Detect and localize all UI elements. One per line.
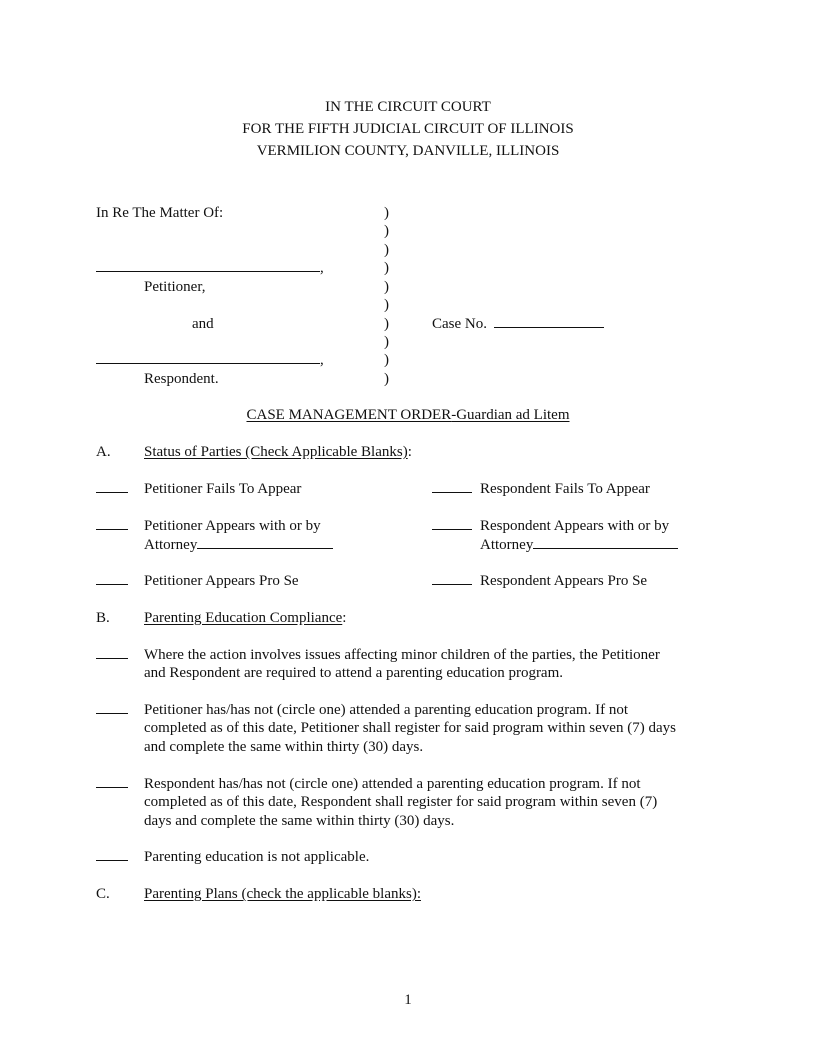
order-title xyxy=(0,406,816,424)
attorney-label: Attorney xyxy=(144,537,198,553)
colon: : xyxy=(342,610,347,626)
checkbox-blank[interactable] xyxy=(96,848,128,866)
checkbox-blank[interactable] xyxy=(96,701,128,719)
caption-paren: ) xyxy=(384,242,389,258)
parenting-item-2-line-1: Petitioner has/has not (circle one) attended a parenting education program. If not xyxy=(144,702,628,718)
section-c-title: Parenting Plans (check the applicable blanks): xyxy=(144,886,421,902)
respondent-name-field[interactable] xyxy=(96,351,324,369)
checkbox-blank[interactable] xyxy=(432,572,472,590)
parenting-item-1-line-1: Where the action involves issues affecting minor children of the parties, the Petitioner xyxy=(144,647,660,663)
caption-paren: ) xyxy=(384,223,389,239)
colon: : xyxy=(407,444,412,460)
caption-paren: ) xyxy=(384,371,389,387)
order-title-main: CASE MANAGEMENT ORDER xyxy=(246,407,452,423)
comma: , xyxy=(320,352,324,368)
checkbox-blank[interactable] xyxy=(96,775,128,793)
page-number: 1 xyxy=(404,992,412,1008)
court-heading-line-1: IN THE CIRCUIT COURT xyxy=(325,99,491,115)
caption-paren: ) xyxy=(384,260,389,276)
case-number-field[interactable] xyxy=(494,315,604,328)
court-heading-line-2: FOR THE FIFTH JUDICIAL CIRCUIT OF ILLINOIS xyxy=(242,121,574,137)
section-b-heading xyxy=(144,609,346,627)
checkbox-blank[interactable] xyxy=(96,480,128,498)
petitioner-attorney-row xyxy=(144,536,333,554)
respondent-fails-option: Respondent Fails To Appear xyxy=(480,481,650,497)
respondent-pro-se-option: Respondent Appears Pro Se xyxy=(480,573,648,589)
section-b-title: Parenting Education Compliance xyxy=(144,610,343,626)
section-b-letter: B. xyxy=(96,610,110,626)
petitioner-name-field[interactable] xyxy=(96,259,324,277)
section-a-heading xyxy=(144,443,412,461)
respondent-attorney-row xyxy=(480,536,678,554)
parenting-item-2-line-2: completed as of this date, Petitioner shall register for said program within seven (7) days xyxy=(144,720,676,736)
petitioner-label: Petitioner, xyxy=(144,279,206,295)
parenting-item-3-line-1: Respondent has/has not (circle one) attended a parenting education program. If not xyxy=(144,776,641,792)
caption-paren: ) xyxy=(384,334,389,350)
checkbox-blank[interactable] xyxy=(96,517,128,535)
caption-paren: ) xyxy=(384,279,389,295)
case-no-label: Case No. xyxy=(432,316,487,332)
and-label: and xyxy=(192,316,214,332)
checkbox-blank[interactable] xyxy=(432,480,472,498)
petitioner-attorney-field[interactable] xyxy=(197,536,333,549)
caption-paren: ) xyxy=(384,316,389,332)
case-number-row xyxy=(432,315,604,333)
order-title-suffix: -Guardian ad Litem xyxy=(451,407,570,423)
section-c-letter: C. xyxy=(96,886,110,902)
comma: , xyxy=(320,260,324,276)
section-c-heading xyxy=(144,885,421,903)
petitioner-fails-option: Petitioner Fails To Appear xyxy=(144,481,302,497)
parenting-item-3-line-2: completed as of this date, Respondent shall register for said program within seven (7) xyxy=(144,794,658,810)
parenting-item-1-line-2: and Respondent are required to attend a parenting education program. xyxy=(144,665,564,681)
respondent-attorney-field[interactable] xyxy=(533,536,678,549)
in-re-label: In Re The Matter Of: xyxy=(96,205,224,221)
section-a-letter: A. xyxy=(96,444,111,460)
parenting-item-3-line-3: days and complete the same within thirty (30) days. xyxy=(144,813,455,829)
respondent-label: Respondent. xyxy=(144,371,219,387)
parenting-item-4: Parenting education is not applicable. xyxy=(144,849,370,865)
respondent-appears-option: Respondent Appears with or by xyxy=(480,518,670,534)
caption-paren: ) xyxy=(384,352,389,368)
petitioner-pro-se-option: Petitioner Appears Pro Se xyxy=(144,573,299,589)
petitioner-appears-option: Petitioner Appears with or by xyxy=(144,518,321,534)
section-a-title: Status of Parties (Check Applicable Blanks) xyxy=(144,444,408,460)
attorney-label: Attorney xyxy=(480,537,534,553)
caption-paren: ) xyxy=(384,205,389,221)
checkbox-blank[interactable] xyxy=(96,646,128,664)
court-heading-line-3: VERMILION COUNTY, DANVILLE, ILLINOIS xyxy=(256,143,560,159)
parenting-item-2-line-3: and complete the same within thirty (30) days. xyxy=(144,739,424,755)
checkbox-blank[interactable] xyxy=(96,572,128,590)
caption-paren: ) xyxy=(384,297,389,313)
checkbox-blank[interactable] xyxy=(432,517,472,535)
